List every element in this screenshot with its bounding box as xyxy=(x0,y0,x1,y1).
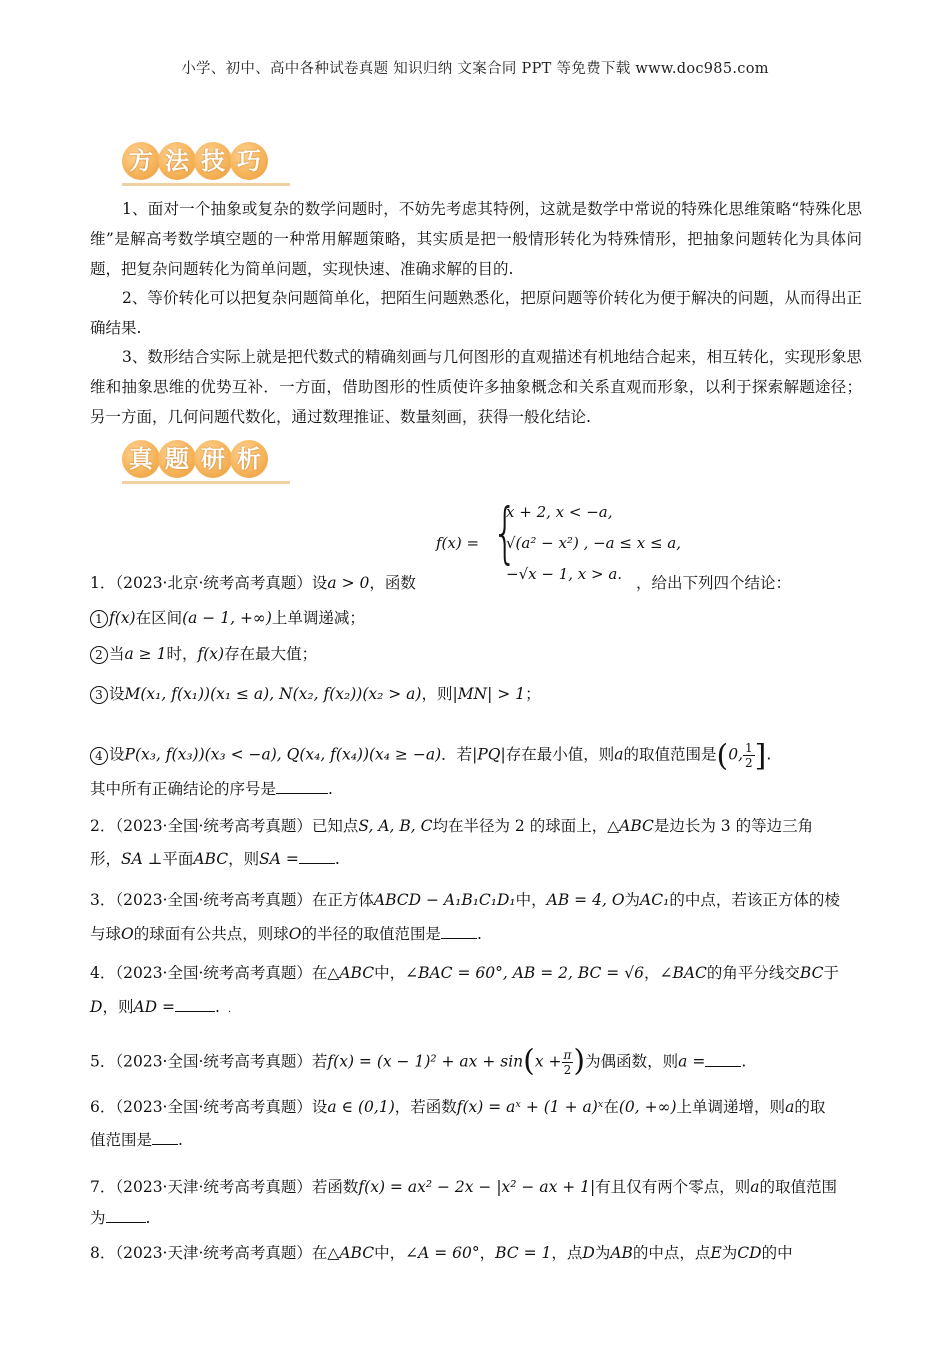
q1-conclusion-4: 4 设P(x₃, f(x₃))(x₃ < −a), Q(x₄, f(x₄))(x₄ ≥ −a)．若|PQ|存在最小值，则a的取值范围是(0, $\frac{1}{2}$ ]. xyxy=(90,741,771,770)
badge-char: 巧 xyxy=(230,142,268,180)
q1-tail: ，给出下列四个结论： xyxy=(636,574,792,592)
answer-blank[interactable] xyxy=(106,1208,146,1223)
answer-blank[interactable] xyxy=(441,924,477,939)
method-paragraph-1: 1、面对一个抽象或复杂的数学问题时，不妨先考虑其特例，这就是数学中常说的特殊化思维策略“特殊化思维”是解高考数学填空题的一种常用解题策略，其实质是把一般情形转化为特殊情形，把抽象问题转化为具体问题，把复杂问题转化为简单问题，实现快速、准确求解的目的. xyxy=(90,200,862,278)
q1-piece-3: −√x − 1, x > a. xyxy=(506,565,623,583)
q7-line-2: 为 . xyxy=(90,1209,151,1227)
method-badge xyxy=(122,132,266,180)
q1-conclusion-3: 3 设M(x₁, f(x₁))(x₁ ≤ a), N(x₂, f(x₂))(x₂ > a)，则|MN| > 1； xyxy=(90,683,541,705)
page-header: 小学、初中、高中各种试卷真题 知识归纳 文案合同 PPT 等免费下载 www.doc985.com xyxy=(181,61,769,77)
research-badge xyxy=(122,430,266,478)
q1-conclusion-2: 2 当a ≥ 1时，f(x)存在最大值； xyxy=(90,643,317,665)
q7-line-1: 7．（2023·天津·统考高考真题）若函数f(x) = ax² − 2x − |x² − ax + 1|有且仅有两个零点，则a的取值范围 xyxy=(90,1178,838,1196)
q3-line-1: 3．（2023·全国·统考高考真题）在正方体ABCD − A₁B₁C₁D₁中，AB = 4, O为AC₁的中点，若该正方体的棱 xyxy=(90,891,840,909)
q1-piece-2: √(a² − x²) , −a ≤ x ≤ a, xyxy=(506,534,681,552)
answer-blank[interactable] xyxy=(152,1130,178,1145)
q5-line-1: 5．（2023·全国·统考高考真题）若f(x) = (x − 1)² + ax + sin(x + $\frac{\pi}{2}$ )为偶函数，则a = . xyxy=(90,1043,747,1079)
q1-func-name: f(x) = xyxy=(436,534,480,552)
q1-line: 1．（2023·北京·统考高考真题）设a > 0，函数 xyxy=(90,574,416,592)
q6-line-1: 6．（2023·全国·统考高考真题）设a ∈ (0,1)，若函数f(x) = aˣ + (1 + a)ˣ在(0, +∞)上单调递增，则a的取 xyxy=(90,1098,826,1116)
q4-line-2: D，则AD = . . xyxy=(90,998,232,1016)
q2-line-2: 形，SA ⊥平面ABC，则SA = . xyxy=(90,850,340,868)
answer-blank[interactable] xyxy=(175,997,215,1012)
badge-char: 法 xyxy=(158,142,196,180)
badge-char: 方 xyxy=(122,142,160,180)
q1-piece-1: x + 2, x < −a, xyxy=(506,503,613,521)
badge-char: 技 xyxy=(194,142,232,180)
badge-char: 题 xyxy=(158,440,196,478)
badge-underline xyxy=(122,481,290,484)
method-paragraph-3: 3、数形结合实际上就是把代数式的精确刻画与几何图形的直观描述有机地结合起来，相互转化，实现形象思维和抽象思维的优势互补．一方面，借助图形的性质使许多抽象概念和关系直观而形象，以利于探索解题途径；另一方面，几何问题代数化，通过数理推证、数量刻画，获得一般化结论. xyxy=(90,348,862,426)
badge-underline xyxy=(122,183,290,186)
q6-line-2: 值范围是 . xyxy=(90,1131,183,1149)
method-paragraph-2: 2、等价转化可以把复杂问题简单化，把陌生问题熟悉化，把原问题等价转化为便于解决的问题，从而得出正确结果. xyxy=(90,289,862,337)
q1-brace: { xyxy=(492,494,518,571)
badge-char: 析 xyxy=(230,440,268,478)
badge-char: 真 xyxy=(122,440,160,478)
badge-char: 研 xyxy=(194,440,232,478)
q3-line-2: 与球O的球面有公共点，则球O的半径的取值范围是 . xyxy=(90,925,482,943)
answer-blank[interactable] xyxy=(705,1052,741,1067)
q8-line-1: 8．（2023·天津·统考高考真题）在△ABC中，∠A = 60°，BC = 1，点D为AB的中点，点E为CD的中 xyxy=(90,1244,793,1262)
answer-blank[interactable] xyxy=(299,849,335,864)
q2-line-1: 2．（2023·全国·统考高考真题）已知点S, A, B, C均在半径为 2 的球面上，△ABC是边长为 3 的等边三角 xyxy=(90,817,814,835)
q4-line-1: 4．（2023·全国·统考高考真题）在△ABC中，∠BAC = 60°, AB = 2, BC = √6，∠BAC的角平分线交BC于 xyxy=(90,964,839,982)
answer-blank[interactable] xyxy=(276,779,328,794)
q1-ask: 其中所有正确结论的序号是 . xyxy=(90,780,333,798)
q1-conclusion-1: 1 f(x)在区间(a − 1, +∞)上单调递减； xyxy=(90,607,365,629)
